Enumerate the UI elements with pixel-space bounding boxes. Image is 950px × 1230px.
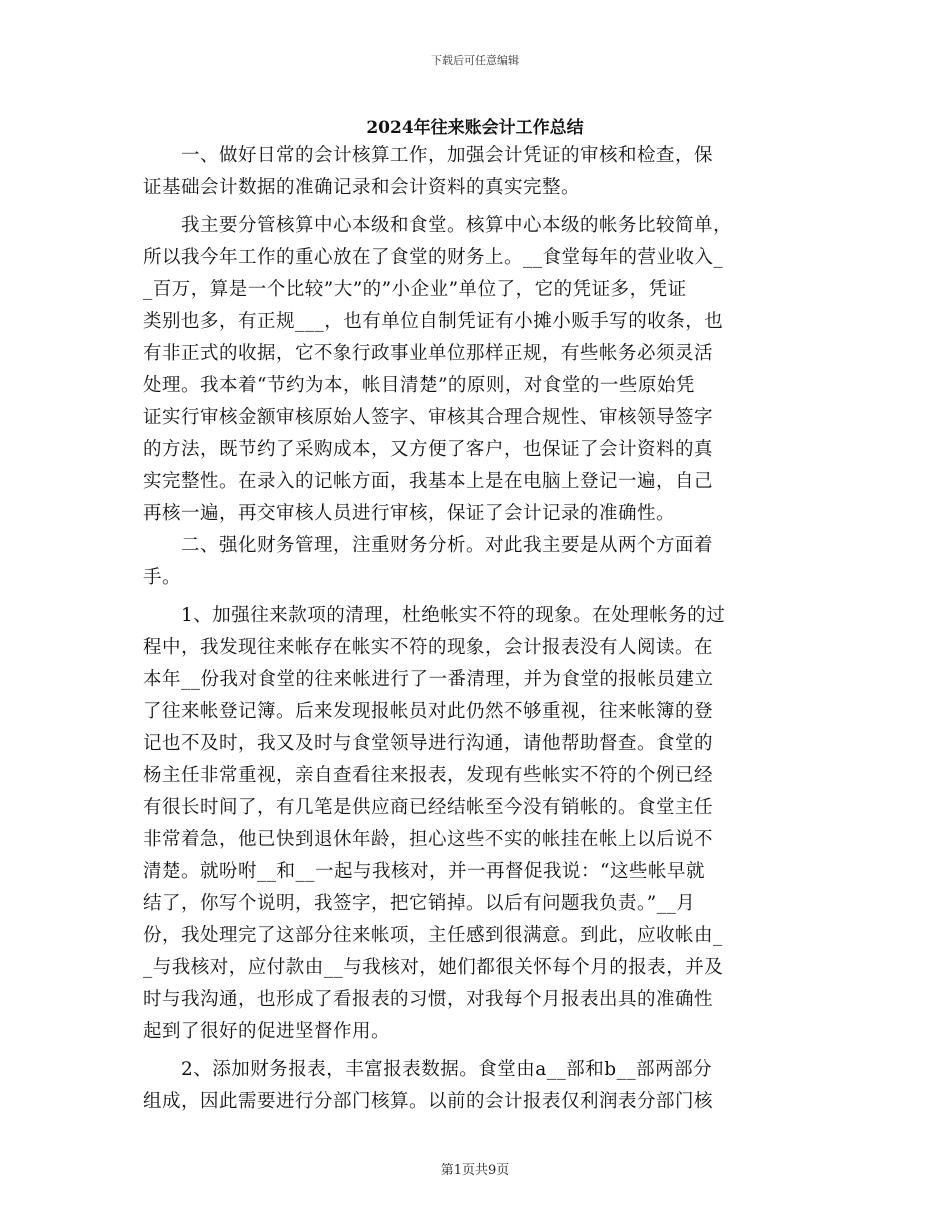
text-line: 有很长时间了，有几笔是供应商已经结帐至今没有销帐的。食堂主任 xyxy=(143,797,714,818)
text-line: 记也不及时，我又及时与食堂领导进行沟通，请他帮助督查。食堂的 xyxy=(143,733,714,754)
text-line: 二、强化财务管理，注重财务分析。对此我主要是从两个方面着 xyxy=(181,535,714,556)
text-line: 证基础会计数据的准确记录和会计资料的真实完整。 xyxy=(143,177,581,198)
text-line: 1、加强往来款项的清理，杜绝帐实不符的现象。在处理帐务的过 xyxy=(181,605,726,626)
text-line: 非常着急，他已快到退休年龄，担心这些不实的帐挂在帐上以后说不 xyxy=(143,829,714,850)
page-header-note: 下载后可任意编辑 xyxy=(431,54,519,67)
text-line: _百万，算是一个比较”大”的”小企业”单位了，它的凭证多，凭证 xyxy=(143,279,687,300)
text-line: 时与我沟通，也形成了看报表的习惯，对我每个月报表出具的准确性 xyxy=(143,989,714,1010)
text-line: 结了，你写个说明，我签字，把它销掉。以后有问题我负责。”__月 xyxy=(143,893,696,914)
text-line: 手。 xyxy=(143,567,182,588)
text-line: 的方法，既节约了采购成本，又方便了客户，也保证了会计资料的真 xyxy=(143,439,714,460)
text-line: 2、添加财务报表，丰富报表数据。食堂由a__部和b__部两部分 xyxy=(181,1059,713,1080)
text-line: 清楚。就吩咐__和__一起与我核对，并一再督促我说：“这些帐早就 xyxy=(143,861,705,882)
text-line: _与我核对，应付款由__与我核对，她们都很关怀每个月的报表，并及 xyxy=(143,957,724,978)
text-line: 再核一遍，再交审核人员进行审核，保证了会计记录的准确性。 xyxy=(143,503,676,524)
text-line: 杨主任非常重视，亲自查看往来报表，发现有些帐实不符的个例已经 xyxy=(143,765,714,786)
text-line: 了往来帐登记簿。后来发现报帐员对此仍然不够重视，往来帐簿的登 xyxy=(143,701,714,722)
document-title: 2024年往来账会计工作总结 xyxy=(366,118,584,138)
text-line: 本年__份我对食堂的往来帐进行了一番清理，并为食堂的报帐员建立 xyxy=(143,669,714,690)
text-line: 一、做好日常的会计核算工作，加强会计凭证的审核和检查，保 xyxy=(181,145,714,166)
text-line: 处理。我本着“节约为本，帐目清楚”的原则，对食堂的一些原始凭 xyxy=(143,375,695,396)
text-line: 份，我处理完了这部分往来帐项，主任感到很满意。到此，应收帐由_ xyxy=(143,925,723,946)
text-line: 实完整性。在录入的记帐方面，我基本上是在电脑上登记一遍，自己 xyxy=(143,471,714,492)
text-line: 所以我今年工作的重心放在了食堂的财务上。__食堂每年的营业收入_ xyxy=(143,247,724,268)
text-line: 起到了很好的促进坚督作用。 xyxy=(143,1021,391,1042)
page-footer-number: 第1页共9页 xyxy=(440,1163,510,1178)
text-line: 程中，我发现往来帐存在帐实不符的现象，会计报表没有人阅读。在 xyxy=(143,637,714,658)
text-line: 证实行审核金额审核原始人签字、审核其合理合规性、审核领导签字 xyxy=(143,407,714,428)
document-body xyxy=(143,140,811,1118)
text-line: 我主要分管核算中心本级和食堂。核算中心本级的帐务比较简单， xyxy=(181,215,733,236)
text-line: 类别也多，有正规___，也有单位自制凭证有小摊小贩手写的收条，也 xyxy=(143,311,724,332)
text-line: 有非正式的收据，它不象行政事业单位那样正规，有些帐务必须灵活 xyxy=(143,343,714,364)
text-line: 组成，因此需要进行分部门核算。以前的会计报表仅利润表分部门核 xyxy=(143,1091,714,1112)
